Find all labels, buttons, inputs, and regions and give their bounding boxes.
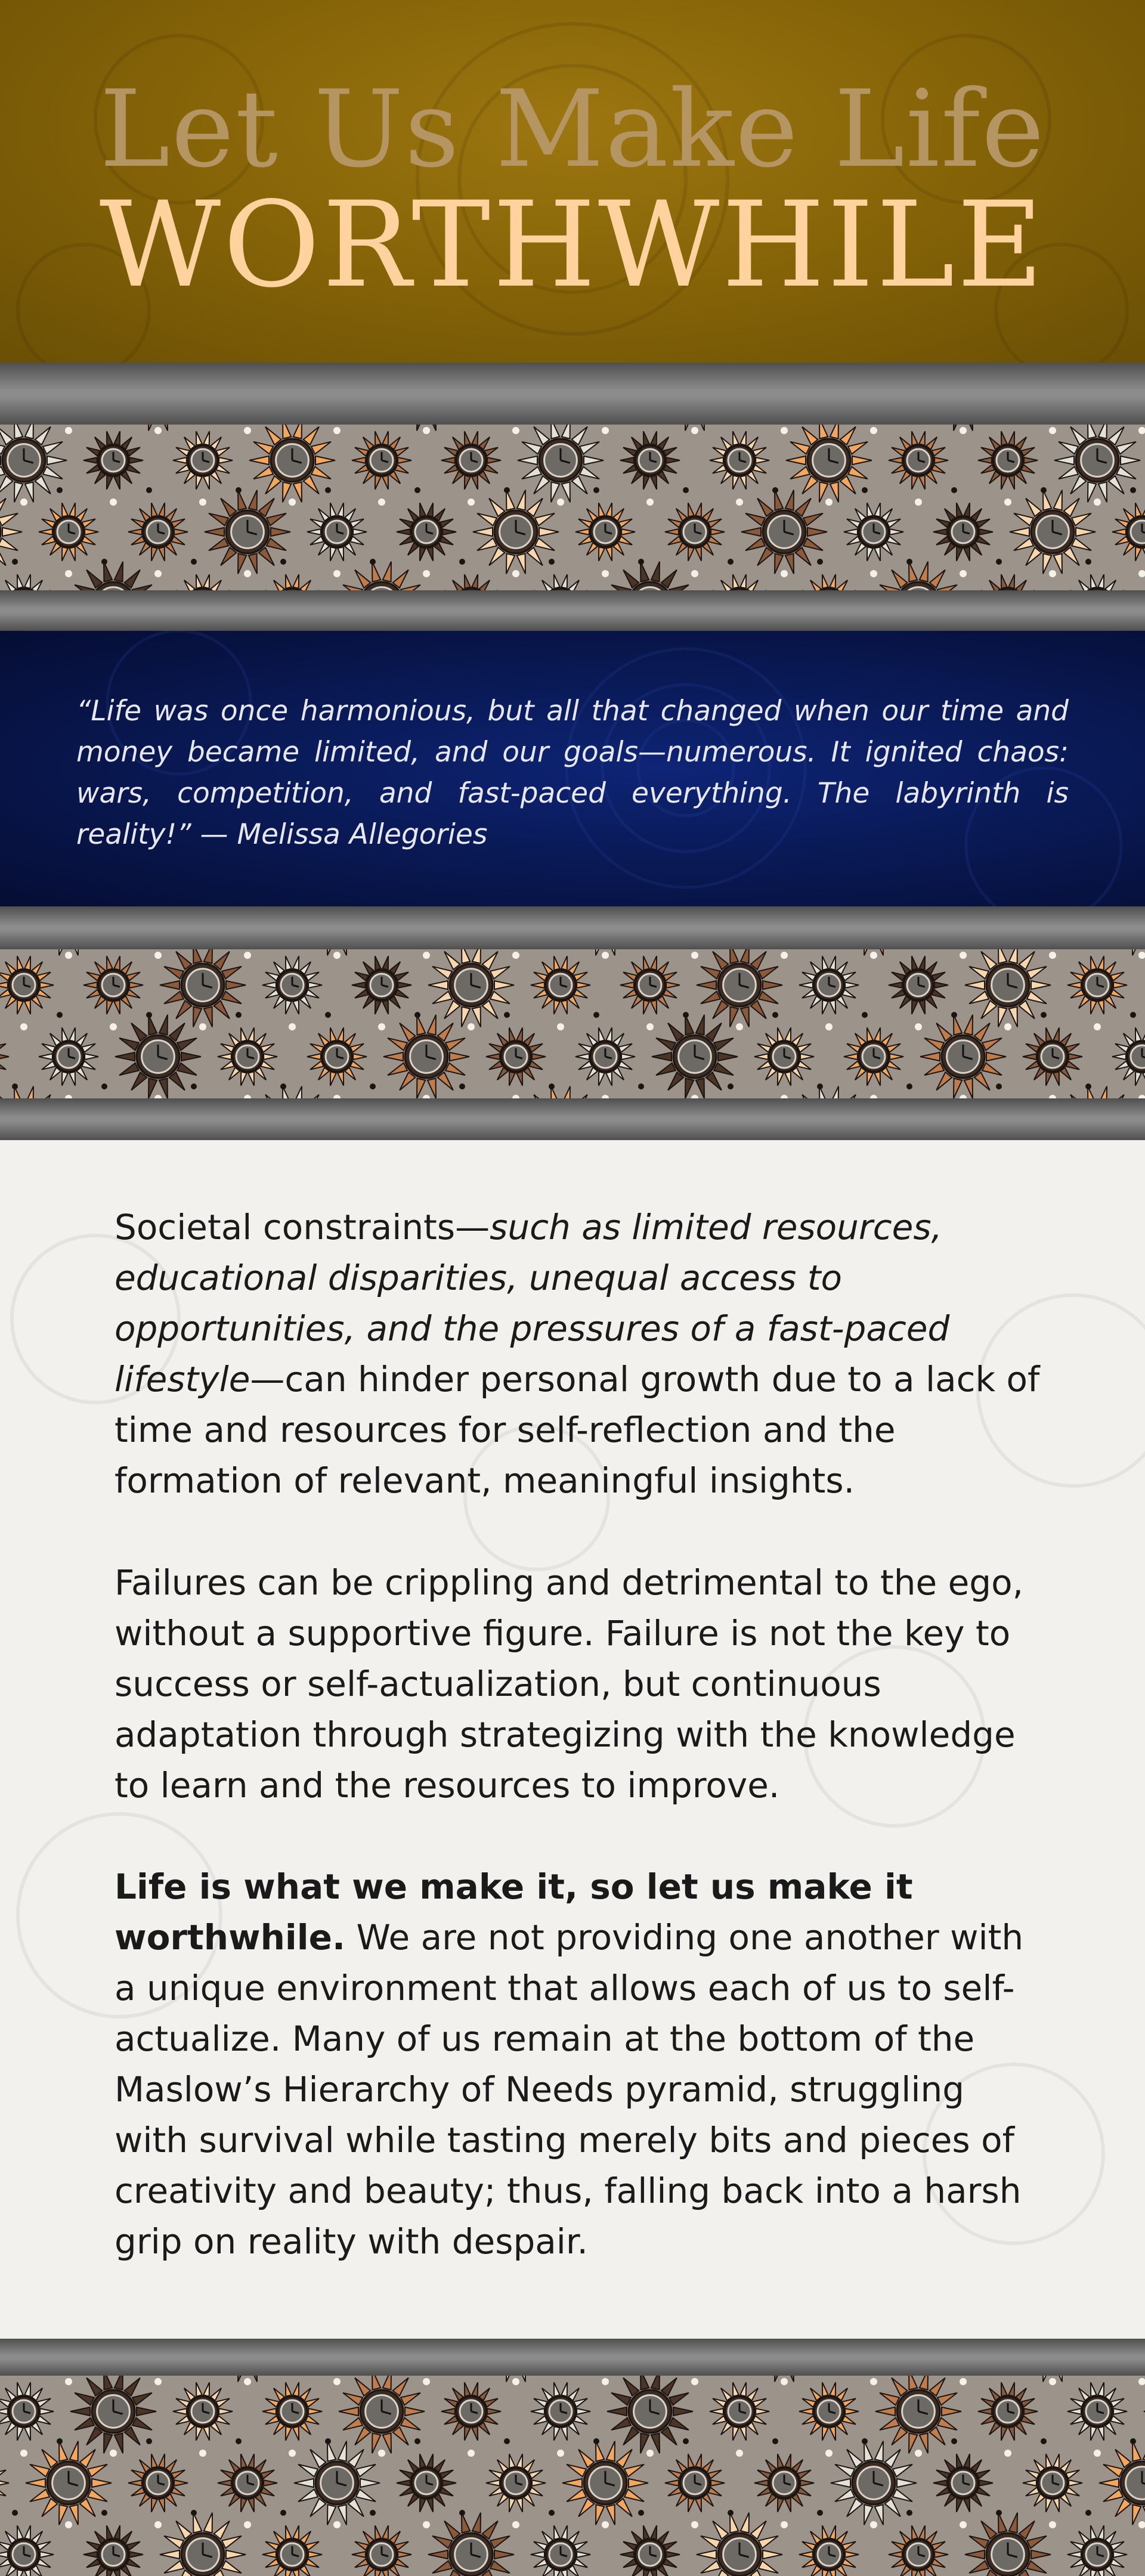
sunflower-clock-pattern-strip xyxy=(0,2376,1145,2576)
sunflower-clock-icon xyxy=(0,949,1145,1098)
sunflower-clock-icon xyxy=(0,2376,1145,2576)
paragraph-failures: Failures can be crippling and detrimental to the ego, without a supportive figure. Failure is not the key to success or self-actualization, but continuous adaptation through strategizing with the knowledge to learn and the resources to improve. xyxy=(114,1562,1024,1806)
quote-panel xyxy=(0,631,1145,906)
quote-text: “Life was once harmonious, but all that changed when our time and money became limited, and our goals—numerous. It ignited chaos: wars, competition, and fast-paced everything. The labyrinth is reality!” — Melissa Allegories xyxy=(76,695,1069,851)
gray-divider-band xyxy=(0,1098,1145,1140)
gray-divider-band xyxy=(0,2339,1145,2376)
paragraph-1-rest: —can hinder personal growth due to a lack of time and resources for self-reflection and the formation of relevant, meaningful insights. xyxy=(114,1359,1040,1501)
paragraph-societal-constraints xyxy=(114,1202,1045,1506)
paragraph-3-bold: Life is what we make it, so let us make it worthwhile. xyxy=(114,1866,913,1958)
gray-divider-band xyxy=(0,906,1145,949)
paragraph-life-worthwhile xyxy=(114,1862,1045,2267)
paragraph-3-rest: We are not providing one another with a unique environment that allows each of us to self-actualize. Many of us remain at the bottom of the Maslow’s Hierarchy of Needs pyramid, struggling with survival while tasting merely bits and pieces of creativity and beauty; thus, falling back into a harsh grip on reality with despair. xyxy=(114,1917,1024,2262)
headline-line-2: WORTHWHILE xyxy=(99,176,1046,314)
paragraph-1-italic: such as limited resources, educational disparities, unequal access to opportunities, and the pressures of a fast-paced lifestyle xyxy=(114,1207,950,1400)
sunflower-clock-icon xyxy=(0,425,1145,590)
gray-divider-band xyxy=(0,590,1145,631)
body-content xyxy=(0,1140,1145,2339)
header-banner xyxy=(0,0,1145,363)
gray-divider-band xyxy=(0,363,1145,425)
sunflower-clock-pattern-strip xyxy=(0,425,1145,590)
paragraph-1-lead: Societal constraints— xyxy=(114,1207,490,1247)
sunflower-clock-pattern-strip xyxy=(0,949,1145,1098)
headline-line-1: Let Us Make Life xyxy=(99,67,1046,191)
